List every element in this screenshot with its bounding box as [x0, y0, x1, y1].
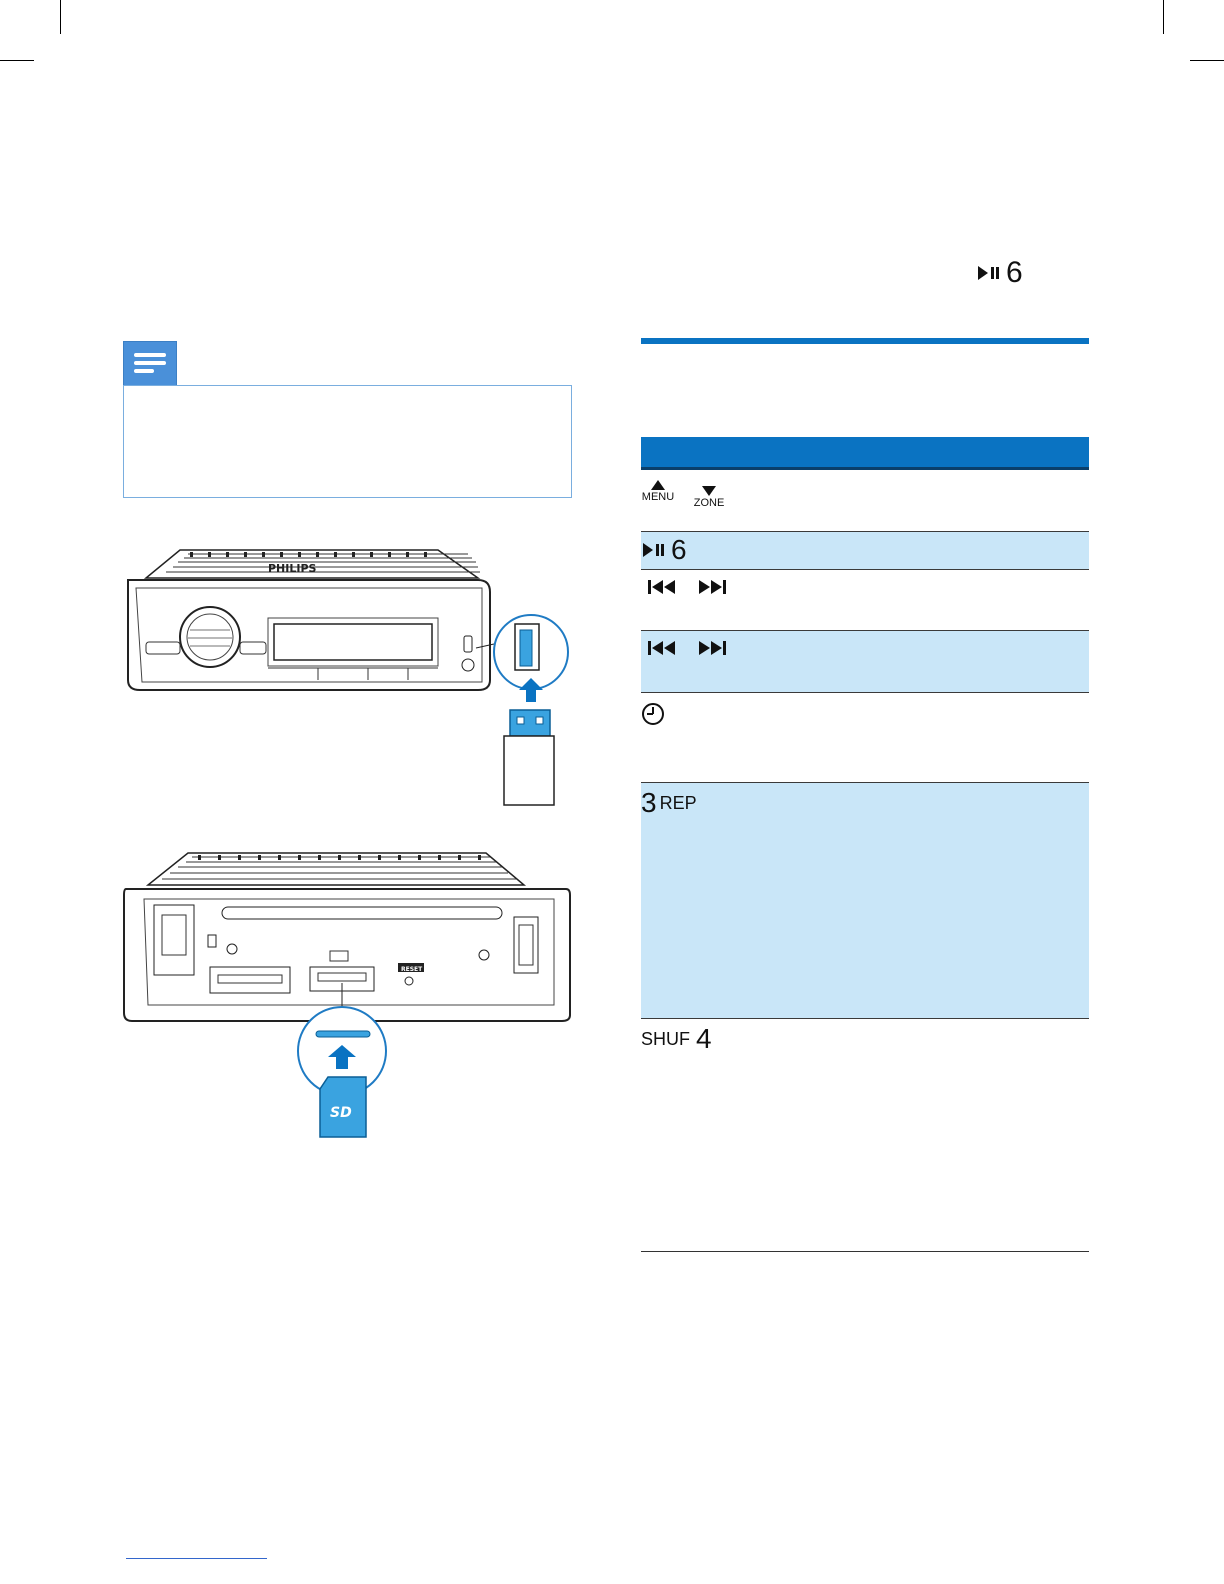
menu-label: MENU: [641, 491, 675, 503]
table-row: [641, 532, 1089, 570]
skip-next-icon: [697, 639, 727, 657]
table-row: [641, 570, 1089, 631]
rear-panel-sd-illustration: [118, 845, 578, 1145]
clock-icon: [641, 702, 665, 726]
note-lines-icon: [124, 342, 176, 387]
rep-number: 3: [641, 787, 657, 818]
sd-label: SD: [330, 1105, 352, 1121]
front-brand-text: PHILIPS: [268, 562, 317, 575]
crop-mark-top-left-h: [0, 60, 34, 61]
skip-next-icon: [697, 578, 727, 596]
footer-rule: [126, 1558, 267, 1559]
front-panel-usb-illustration: [118, 540, 578, 810]
top-button-number: 6: [1006, 256, 1023, 289]
skip-previous-icon: [647, 639, 677, 657]
button-function-table: [641, 437, 1089, 1252]
crop-mark-top-right: [1163, 0, 1164, 34]
shuf-label: SHUF: [641, 1029, 690, 1049]
play-pause-icon: [641, 541, 667, 559]
play-pause-number: 6: [671, 534, 687, 565]
table-row: [641, 631, 1089, 693]
play-pause-6-reference: [976, 256, 1023, 290]
play-pause-icon: [976, 264, 1002, 282]
shuf-number: 4: [696, 1023, 712, 1054]
table-row: [641, 693, 1089, 783]
crop-mark-top-left: [60, 0, 61, 34]
zone-label: ZONE: [693, 497, 725, 509]
triangle-up-icon: [650, 479, 666, 491]
note-tab: [123, 341, 177, 388]
table-row: [641, 1019, 1089, 1252]
table-row: [641, 470, 1089, 532]
table-row: [641, 783, 1089, 1019]
crop-mark-top-right-h: [1190, 60, 1224, 61]
table-bottom-rule: [641, 1251, 1089, 1252]
skip-previous-icon: [647, 578, 677, 596]
sd-card-icon: [320, 1077, 366, 1137]
note-box: [123, 385, 572, 498]
usb-stick-icon: [504, 710, 554, 805]
reset-label: RESET: [401, 966, 423, 973]
triangle-down-icon: [701, 485, 717, 497]
section-rule: [641, 338, 1089, 344]
table-header: [641, 437, 1089, 470]
rep-label: REP: [659, 793, 697, 813]
